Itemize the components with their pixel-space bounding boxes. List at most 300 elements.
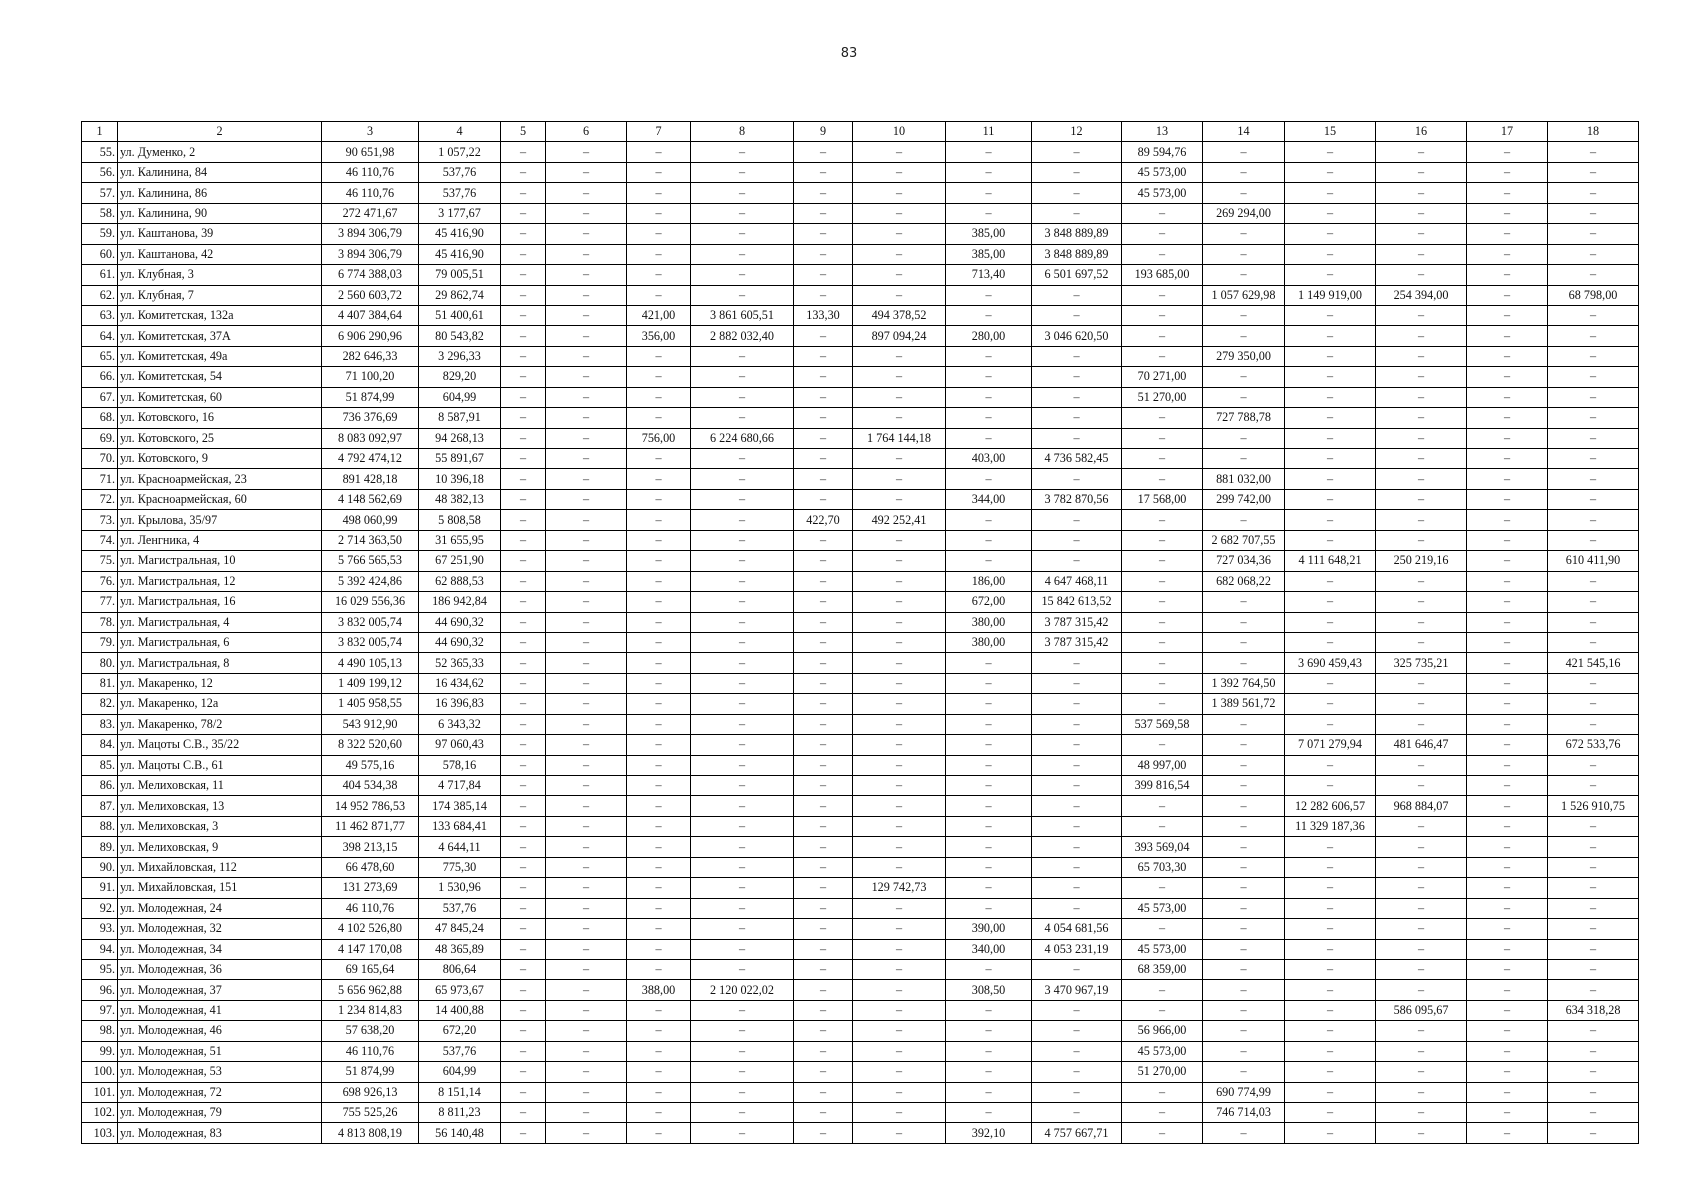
value-cell: – (1032, 183, 1122, 203)
value-cell: – (1548, 939, 1639, 959)
value-cell: 682 068,22 (1203, 571, 1285, 591)
value-cell: – (1376, 489, 1467, 509)
value-cell: 46 110,76 (322, 1041, 419, 1061)
value-cell: 46 110,76 (322, 183, 419, 203)
value-cell: – (1376, 183, 1467, 203)
value-cell: 356,00 (627, 326, 691, 346)
value-cell: – (853, 1082, 946, 1102)
value-cell: – (794, 1123, 853, 1143)
value-cell: – (853, 898, 946, 918)
table-row (82, 857, 1639, 877)
value-cell: – (1203, 816, 1285, 836)
value-cell: – (546, 285, 627, 305)
value-cell: – (1032, 857, 1122, 877)
value-cell: – (1203, 1123, 1285, 1143)
value-cell: 340,00 (946, 939, 1032, 959)
value-cell: – (794, 244, 853, 264)
value-cell: 690 774,99 (1203, 1082, 1285, 1102)
value-cell: 45 573,00 (1122, 898, 1203, 918)
value-cell: – (691, 919, 794, 939)
value-cell: – (1203, 735, 1285, 755)
row-number-cell: 77. (82, 592, 118, 612)
value-cell: – (1285, 367, 1376, 387)
table-row (82, 469, 1639, 489)
value-cell: – (1548, 367, 1639, 387)
value-cell: – (853, 469, 946, 489)
value-cell: – (546, 837, 627, 857)
value-cell: – (1376, 346, 1467, 366)
value-cell: – (691, 776, 794, 796)
value-cell: – (1203, 183, 1285, 203)
value-cell: – (627, 469, 691, 489)
value-cell: – (1285, 1062, 1376, 1082)
value-cell: – (1032, 714, 1122, 734)
value-cell: – (627, 571, 691, 591)
value-cell: 1 057,22 (419, 142, 501, 162)
value-cell: – (1376, 694, 1467, 714)
value-cell: – (794, 632, 853, 652)
value-cell: – (546, 142, 627, 162)
value-cell: – (691, 510, 794, 530)
value-cell: – (1122, 673, 1203, 693)
value-cell: – (1203, 1041, 1285, 1061)
value-cell: – (794, 571, 853, 591)
value-cell: – (1467, 1062, 1548, 1082)
value-cell: – (1122, 1123, 1203, 1143)
value-cell: – (501, 939, 546, 959)
value-cell: – (1285, 776, 1376, 796)
value-cell: – (1032, 776, 1122, 796)
value-cell: 5 656 962,88 (322, 980, 419, 1000)
value-cell: – (853, 796, 946, 816)
value-cell: – (501, 919, 546, 939)
table-row (82, 346, 1639, 366)
value-cell: 713,40 (946, 265, 1032, 285)
value-cell: – (946, 183, 1032, 203)
value-cell: – (946, 714, 1032, 734)
value-cell: – (1467, 346, 1548, 366)
table-row (82, 816, 1639, 836)
row-number-cell: 69. (82, 428, 118, 448)
value-cell: – (1467, 203, 1548, 223)
value-cell: – (546, 571, 627, 591)
value-cell: – (501, 837, 546, 857)
column-number-8: 8 (691, 122, 794, 142)
row-number-cell: 79. (82, 632, 118, 652)
value-cell: – (1032, 551, 1122, 571)
value-cell: – (794, 1082, 853, 1102)
value-cell: – (546, 592, 627, 612)
address-cell: ул. Калинина, 84 (118, 162, 322, 182)
value-cell: – (853, 592, 946, 612)
address-cell: ул. Котовского, 9 (118, 449, 322, 469)
address-cell: ул. Молодежная, 36 (118, 959, 322, 979)
value-cell: 14 952 786,53 (322, 796, 419, 816)
value-cell: – (1203, 1000, 1285, 1020)
value-cell: – (853, 1041, 946, 1061)
row-number-cell: 68. (82, 408, 118, 428)
address-cell: ул. Ленгника, 4 (118, 530, 322, 550)
value-cell: 51 270,00 (1122, 387, 1203, 407)
row-number-cell: 70. (82, 449, 118, 469)
value-cell: – (627, 632, 691, 652)
value-cell: – (1467, 694, 1548, 714)
value-cell: 45 573,00 (1122, 162, 1203, 182)
table-row (82, 571, 1639, 591)
value-cell: – (546, 1041, 627, 1061)
value-cell: – (1467, 959, 1548, 979)
address-cell: ул. Молодежная, 72 (118, 1082, 322, 1102)
value-cell: – (546, 428, 627, 448)
value-cell: – (946, 428, 1032, 448)
row-number-cell: 55. (82, 142, 118, 162)
value-cell: 48 382,13 (419, 489, 501, 509)
value-cell: 56 966,00 (1122, 1021, 1203, 1041)
value-cell: – (946, 285, 1032, 305)
value-cell: 10 396,18 (419, 469, 501, 489)
table-row (82, 1123, 1639, 1143)
value-cell: – (546, 408, 627, 428)
column-number-10: 10 (853, 122, 946, 142)
address-cell: ул. Мацоты С.В., 61 (118, 755, 322, 775)
value-cell: – (853, 694, 946, 714)
value-cell: – (794, 653, 853, 673)
row-number-cell: 74. (82, 530, 118, 550)
value-cell: 8 083 092,97 (322, 428, 419, 448)
value-cell: – (627, 203, 691, 223)
value-cell: – (1467, 980, 1548, 1000)
value-cell: 380,00 (946, 632, 1032, 652)
value-cell: 45 573,00 (1122, 183, 1203, 203)
value-cell: – (1548, 959, 1639, 979)
value-cell: – (946, 837, 1032, 857)
value-cell: – (546, 265, 627, 285)
address-cell: ул. Комитетская, 60 (118, 387, 322, 407)
value-cell: – (691, 530, 794, 550)
value-cell: – (1122, 346, 1203, 366)
value-cell: 4 647 468,11 (1032, 571, 1122, 591)
value-cell: – (1467, 1000, 1548, 1020)
value-cell: – (691, 203, 794, 223)
address-cell: ул. Крылова, 35/97 (118, 510, 322, 530)
value-cell: – (946, 469, 1032, 489)
value-cell: – (1467, 1103, 1548, 1123)
value-cell: – (946, 1082, 1032, 1102)
value-cell: – (794, 1103, 853, 1123)
value-cell: 299 742,00 (1203, 489, 1285, 509)
value-cell: – (1548, 919, 1639, 939)
value-cell: – (1032, 387, 1122, 407)
row-number-cell: 59. (82, 224, 118, 244)
value-cell: – (546, 1103, 627, 1123)
value-cell: – (501, 428, 546, 448)
value-cell: 604,99 (419, 387, 501, 407)
value-cell: – (1376, 224, 1467, 244)
value-cell: 698 926,13 (322, 1082, 419, 1102)
value-cell: 537,76 (419, 162, 501, 182)
value-cell: 6 906 290,96 (322, 326, 419, 346)
value-cell: – (1548, 1123, 1639, 1143)
table-row (82, 1000, 1639, 1020)
table-row (82, 387, 1639, 407)
value-cell: 498 060,99 (322, 510, 419, 530)
value-cell: 269 294,00 (1203, 203, 1285, 223)
value-cell: – (627, 449, 691, 469)
value-cell: – (1376, 469, 1467, 489)
value-cell: 52 365,33 (419, 653, 501, 673)
value-cell: – (794, 959, 853, 979)
column-number-5: 5 (501, 122, 546, 142)
address-cell: ул. Комитетская, 49а (118, 346, 322, 366)
value-cell: – (501, 1123, 546, 1143)
value-cell: 4 053 231,19 (1032, 939, 1122, 959)
value-cell: – (1203, 755, 1285, 775)
value-cell: – (691, 489, 794, 509)
value-cell: – (1032, 1103, 1122, 1123)
value-cell: – (691, 612, 794, 632)
value-cell: 186,00 (946, 571, 1032, 591)
value-cell: – (1548, 530, 1639, 550)
value-cell: – (1548, 1021, 1639, 1041)
value-cell: – (1203, 142, 1285, 162)
address-cell: ул. Комитетская, 132а (118, 305, 322, 325)
address-cell: ул. Красноармейская, 60 (118, 489, 322, 509)
value-cell: – (1467, 898, 1548, 918)
table-row (82, 632, 1639, 652)
value-cell: – (1467, 939, 1548, 959)
value-cell: – (691, 1123, 794, 1143)
value-cell: – (853, 1103, 946, 1123)
value-cell: – (627, 919, 691, 939)
value-cell: – (1032, 1041, 1122, 1061)
value-cell: 193 685,00 (1122, 265, 1203, 285)
value-cell: – (691, 653, 794, 673)
row-number-cell: 75. (82, 551, 118, 571)
value-cell: 45 573,00 (1122, 939, 1203, 959)
value-cell: – (501, 387, 546, 407)
value-cell: – (546, 612, 627, 632)
value-cell: 29 862,74 (419, 285, 501, 305)
address-cell: ул. Молодежная, 46 (118, 1021, 322, 1041)
value-cell: – (1285, 489, 1376, 509)
column-number-7: 7 (627, 122, 691, 142)
value-cell: – (501, 1082, 546, 1102)
value-cell: – (853, 1021, 946, 1041)
row-number-cell: 99. (82, 1041, 118, 1061)
value-cell: – (1467, 244, 1548, 264)
value-cell: – (1032, 1000, 1122, 1020)
value-cell: – (546, 919, 627, 939)
value-cell: – (627, 837, 691, 857)
value-cell: – (794, 1000, 853, 1020)
row-number-cell: 64. (82, 326, 118, 346)
value-cell: 1 392 764,50 (1203, 673, 1285, 693)
value-cell: 398 213,15 (322, 837, 419, 857)
value-cell: – (1467, 367, 1548, 387)
value-cell: – (794, 265, 853, 285)
value-cell: – (946, 551, 1032, 571)
value-cell: – (794, 612, 853, 632)
value-cell: – (1285, 387, 1376, 407)
value-cell: – (1122, 305, 1203, 325)
value-cell: – (946, 735, 1032, 755)
value-cell: 48 997,00 (1122, 755, 1203, 775)
value-cell: – (1285, 1123, 1376, 1143)
value-cell: – (501, 980, 546, 1000)
value-cell: – (1285, 592, 1376, 612)
value-cell: – (1467, 816, 1548, 836)
value-cell: – (1376, 878, 1467, 898)
value-cell: – (1467, 551, 1548, 571)
value-cell: – (501, 469, 546, 489)
row-number-cell: 58. (82, 203, 118, 223)
value-cell: 672,00 (946, 592, 1032, 612)
row-number-cell: 84. (82, 735, 118, 755)
value-cell: – (501, 694, 546, 714)
value-cell: – (1203, 714, 1285, 734)
table-row (82, 265, 1639, 285)
value-cell: 385,00 (946, 244, 1032, 264)
value-cell: – (1032, 510, 1122, 530)
value-cell: – (946, 1041, 1032, 1061)
value-cell: – (1548, 898, 1639, 918)
value-cell: – (1467, 796, 1548, 816)
value-cell: – (1285, 530, 1376, 550)
address-cell: ул. Магистральная, 10 (118, 551, 322, 571)
row-number-cell: 83. (82, 714, 118, 734)
value-cell: – (853, 285, 946, 305)
value-cell: – (1032, 673, 1122, 693)
value-cell: 16 029 556,36 (322, 592, 419, 612)
value-cell: 746 714,03 (1203, 1103, 1285, 1123)
value-cell: – (1548, 305, 1639, 325)
address-cell: ул. Котовского, 25 (118, 428, 322, 448)
value-cell: – (627, 530, 691, 550)
value-cell: – (853, 632, 946, 652)
value-cell: – (1548, 183, 1639, 203)
value-cell: – (1203, 919, 1285, 939)
value-cell: – (691, 714, 794, 734)
value-cell: – (1032, 816, 1122, 836)
value-cell: 610 411,90 (1548, 551, 1639, 571)
value-cell: – (794, 1021, 853, 1041)
address-cell: ул. Магистральная, 4 (118, 612, 322, 632)
value-cell: 736 376,69 (322, 408, 419, 428)
table-row (82, 285, 1639, 305)
value-cell: – (1122, 449, 1203, 469)
register-table (81, 121, 1639, 1144)
value-cell: 55 891,67 (419, 449, 501, 469)
value-cell: – (946, 387, 1032, 407)
value-cell: 49 575,16 (322, 755, 419, 775)
value-cell: – (1122, 735, 1203, 755)
value-cell: – (1285, 939, 1376, 959)
value-cell: 344,00 (946, 489, 1032, 509)
value-cell: 1 057 629,98 (1203, 285, 1285, 305)
row-number-cell: 98. (82, 1021, 118, 1041)
value-cell: 12 282 606,57 (1285, 796, 1376, 816)
value-cell: – (853, 408, 946, 428)
value-cell: 4 054 681,56 (1032, 919, 1122, 939)
row-number-cell: 100. (82, 1062, 118, 1082)
value-cell: – (946, 408, 1032, 428)
column-number-18: 18 (1548, 122, 1639, 142)
table-row (82, 305, 1639, 325)
table-row (82, 653, 1639, 673)
value-cell: – (501, 714, 546, 734)
value-cell: – (501, 449, 546, 469)
value-cell: – (794, 714, 853, 734)
address-cell: ул. Молодежная, 24 (118, 898, 322, 918)
address-cell: ул. Магистральная, 16 (118, 592, 322, 612)
value-cell: – (691, 265, 794, 285)
value-cell: 3 894 306,79 (322, 224, 419, 244)
value-cell: – (691, 346, 794, 366)
value-cell: – (1122, 878, 1203, 898)
value-cell: – (1376, 428, 1467, 448)
value-cell: 174 385,14 (419, 796, 501, 816)
value-cell: 6 501 697,52 (1032, 265, 1122, 285)
value-cell: – (1285, 919, 1376, 939)
value-cell: 51 874,99 (322, 387, 419, 407)
row-number-cell: 93. (82, 919, 118, 939)
value-cell: – (501, 898, 546, 918)
value-cell: – (1548, 408, 1639, 428)
table-row (82, 919, 1639, 939)
value-cell: 537,76 (419, 183, 501, 203)
value-cell: – (794, 428, 853, 448)
table-row (82, 224, 1639, 244)
value-cell: – (1376, 1021, 1467, 1041)
value-cell: – (627, 1123, 691, 1143)
value-cell: 8 587,91 (419, 408, 501, 428)
value-cell: 17 568,00 (1122, 489, 1203, 509)
value-cell: – (1376, 265, 1467, 285)
column-number-2: 2 (118, 122, 322, 142)
value-cell: – (1285, 428, 1376, 448)
value-cell: – (1032, 694, 1122, 714)
row-number-cell: 96. (82, 980, 118, 1000)
row-number-cell: 61. (82, 265, 118, 285)
value-cell: – (946, 755, 1032, 775)
row-number-cell: 103. (82, 1123, 118, 1143)
value-cell: – (1376, 857, 1467, 877)
value-cell: – (1285, 1000, 1376, 1020)
value-cell: – (627, 489, 691, 509)
address-cell: ул. Каштанова, 42 (118, 244, 322, 264)
value-cell: – (1203, 162, 1285, 182)
value-cell: – (1467, 612, 1548, 632)
value-cell: – (546, 530, 627, 550)
value-cell: – (1548, 346, 1639, 366)
value-cell: – (627, 857, 691, 877)
value-cell: – (627, 776, 691, 796)
table-row (82, 551, 1639, 571)
column-number-1: 1 (82, 122, 118, 142)
value-cell: – (691, 142, 794, 162)
address-cell: ул. Молодежная, 37 (118, 980, 322, 1000)
value-cell: – (1285, 1021, 1376, 1041)
value-cell: 3 046 620,50 (1032, 326, 1122, 346)
value-cell: – (691, 816, 794, 836)
value-cell: – (853, 224, 946, 244)
value-cell: 604,99 (419, 1062, 501, 1082)
value-cell: – (627, 224, 691, 244)
value-cell: – (853, 162, 946, 182)
value-cell: – (1285, 673, 1376, 693)
address-cell: ул. Думенко, 2 (118, 142, 322, 162)
value-cell: – (1203, 224, 1285, 244)
